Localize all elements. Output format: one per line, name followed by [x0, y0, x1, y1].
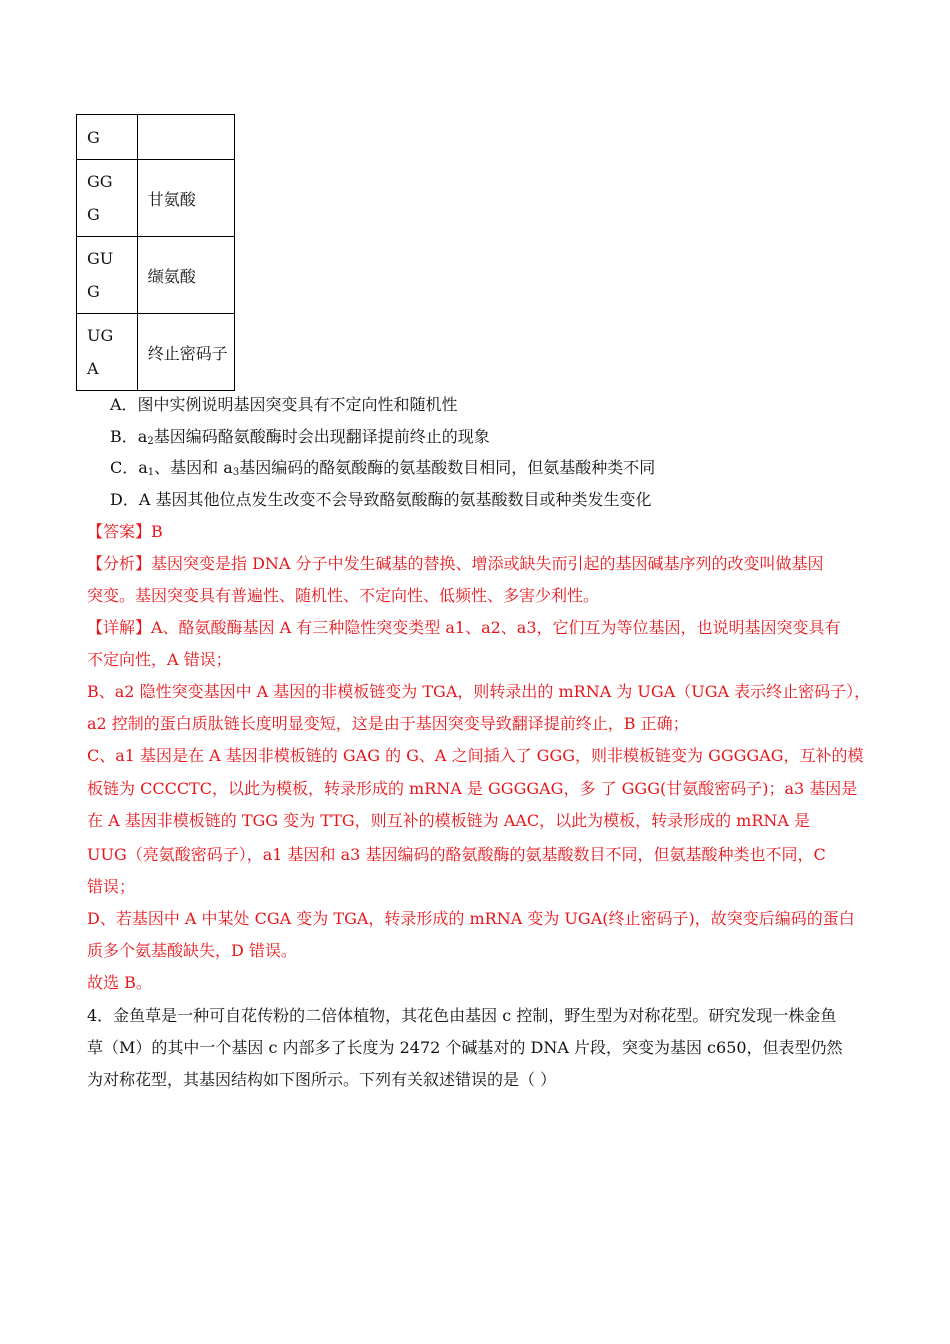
- detail-line: D、若基因中 A 中某处 CGA 变为 TGA，转录形成的 mRNA 变为 UGA(终止密码子)，故突变后编码的蛋白: [87, 909, 855, 928]
- detail-line: C、a1 基因是在 A 基因非模板链的 GAG 的 G、A 之间插入了 GGG，则非模板链变为 GGGGAG，互补的模: [87, 746, 864, 765]
- option-b-text: 基因编码酪氨酸酶时会出现翻译提前终止的现象: [153, 427, 490, 446]
- detail-line: UUG（亮氨酸密码子），a1 基因和 a3 基因编码的酪氨酸酶的氨基酸数目不同，但氨基酸种类也不同，C: [87, 845, 826, 864]
- detail-line: 不定向性，A 错误；: [87, 650, 232, 669]
- option-d: D．A 基因其他位点发生改变不会导致酪氨酸酶的氨基酸数目或种类发生变化: [110, 490, 652, 509]
- option-b-prefix: B．a: [110, 427, 148, 446]
- question-4-line: 为对称花型，其基因结构如下图所示。下列有关叙述错误的是（ ）: [87, 1070, 557, 1089]
- detail-line: B、a2 隐性突变基因中 A 基因的非模板链变为 TGA，则转录出的 mRNA 为 UGA（UGA 表示终止密码子），: [87, 682, 871, 701]
- amino-acid-cell: [137, 314, 234, 391]
- detail-line: 错误；: [87, 877, 136, 896]
- table-row: [77, 314, 235, 391]
- codon-text: UG: [87, 326, 114, 345]
- codon-cell: [77, 237, 138, 314]
- answer-line: 【答案】B: [87, 522, 163, 541]
- option-c: [110, 458, 655, 483]
- option-a: A．图中实例说明基因突变具有不定向性和随机性: [110, 395, 458, 414]
- detail-line: 【详解】A、酪氨酸酶基因 A 有三种隐性突变类型 a1、a2、a3，它们互为等位基因，也说明基因突变具有: [87, 618, 841, 637]
- codon-table: [76, 114, 235, 391]
- amino-acid-text: 终止密码子: [147, 343, 228, 363]
- codon-text: GG: [87, 172, 113, 191]
- option-c-text: 基因编码的酪氨酸酶的氨基酸数目相同，但氨基酸种类不同: [239, 458, 656, 477]
- table-row: [77, 160, 235, 237]
- subscript: 2: [147, 436, 154, 447]
- conclusion-line: 故选 B。: [87, 973, 152, 992]
- option-b: [110, 427, 490, 452]
- question-4-line: 草（M）的其中一个基因 c 内部多了长度为 2472 个碱基对的 DNA 片段，突变为基因 c650，但表型仍然: [87, 1038, 843, 1057]
- codon-text-wrap: A: [87, 359, 99, 378]
- subscript: 1: [147, 467, 155, 478]
- codon-cell: [77, 314, 138, 391]
- detail-line: 在 A 基因非模板链的 TGG 变为 TTG，则互补的模板链为 AAC，以此为模板，转录形成的 mRNA 是: [87, 811, 811, 830]
- amino-acid-cell: [137, 237, 234, 314]
- amino-acid-text: 甘氨酸: [147, 189, 196, 209]
- option-c-mid: 、基因和 a: [154, 458, 233, 477]
- amino-acid-cell: [137, 160, 234, 237]
- codon-text-wrap: G: [87, 205, 100, 224]
- question-4-line: 4．金鱼草是一种可自花传粉的二倍体植物，其花色由基因 c 控制，野生型为对称花型。研究发现一株金鱼: [87, 1006, 837, 1025]
- codon-text: G: [87, 127, 100, 147]
- codon-text: GU: [87, 249, 114, 268]
- detail-line: a2 控制的蛋白质肽链长度明显变短，这是由于基因突变导致翻译提前终止，B 正确；: [87, 714, 689, 733]
- detail-line: 质多个氨基酸缺失，D 错误。: [87, 941, 297, 960]
- codon-cell: [77, 115, 138, 160]
- table-row: [77, 115, 235, 160]
- codon-text-wrap: G: [87, 282, 100, 301]
- detail-line: 板链为 CCCCTC，以此为模板，转录形成的 mRNA 是 GGGGAG，多 了 GGG(甘氨酸密码子)；a3 基因是: [87, 779, 858, 798]
- analysis-line: 突变。基因突变具有普遍性、随机性、不定向性、低频性、多害少利性。: [87, 586, 600, 605]
- subscript: 3: [232, 467, 240, 478]
- table-row: [77, 237, 235, 314]
- amino-acid-cell: [137, 115, 234, 160]
- analysis-line: 【分析】基因突变是指 DNA 分子中发生碱基的替换、增添或缺失而引起的基因碱基序列的改变叫做基因: [87, 554, 824, 573]
- codon-cell: [77, 160, 138, 237]
- option-c-prefix: C．a: [110, 458, 148, 477]
- amino-acid-text: 缬氨酸: [147, 266, 196, 286]
